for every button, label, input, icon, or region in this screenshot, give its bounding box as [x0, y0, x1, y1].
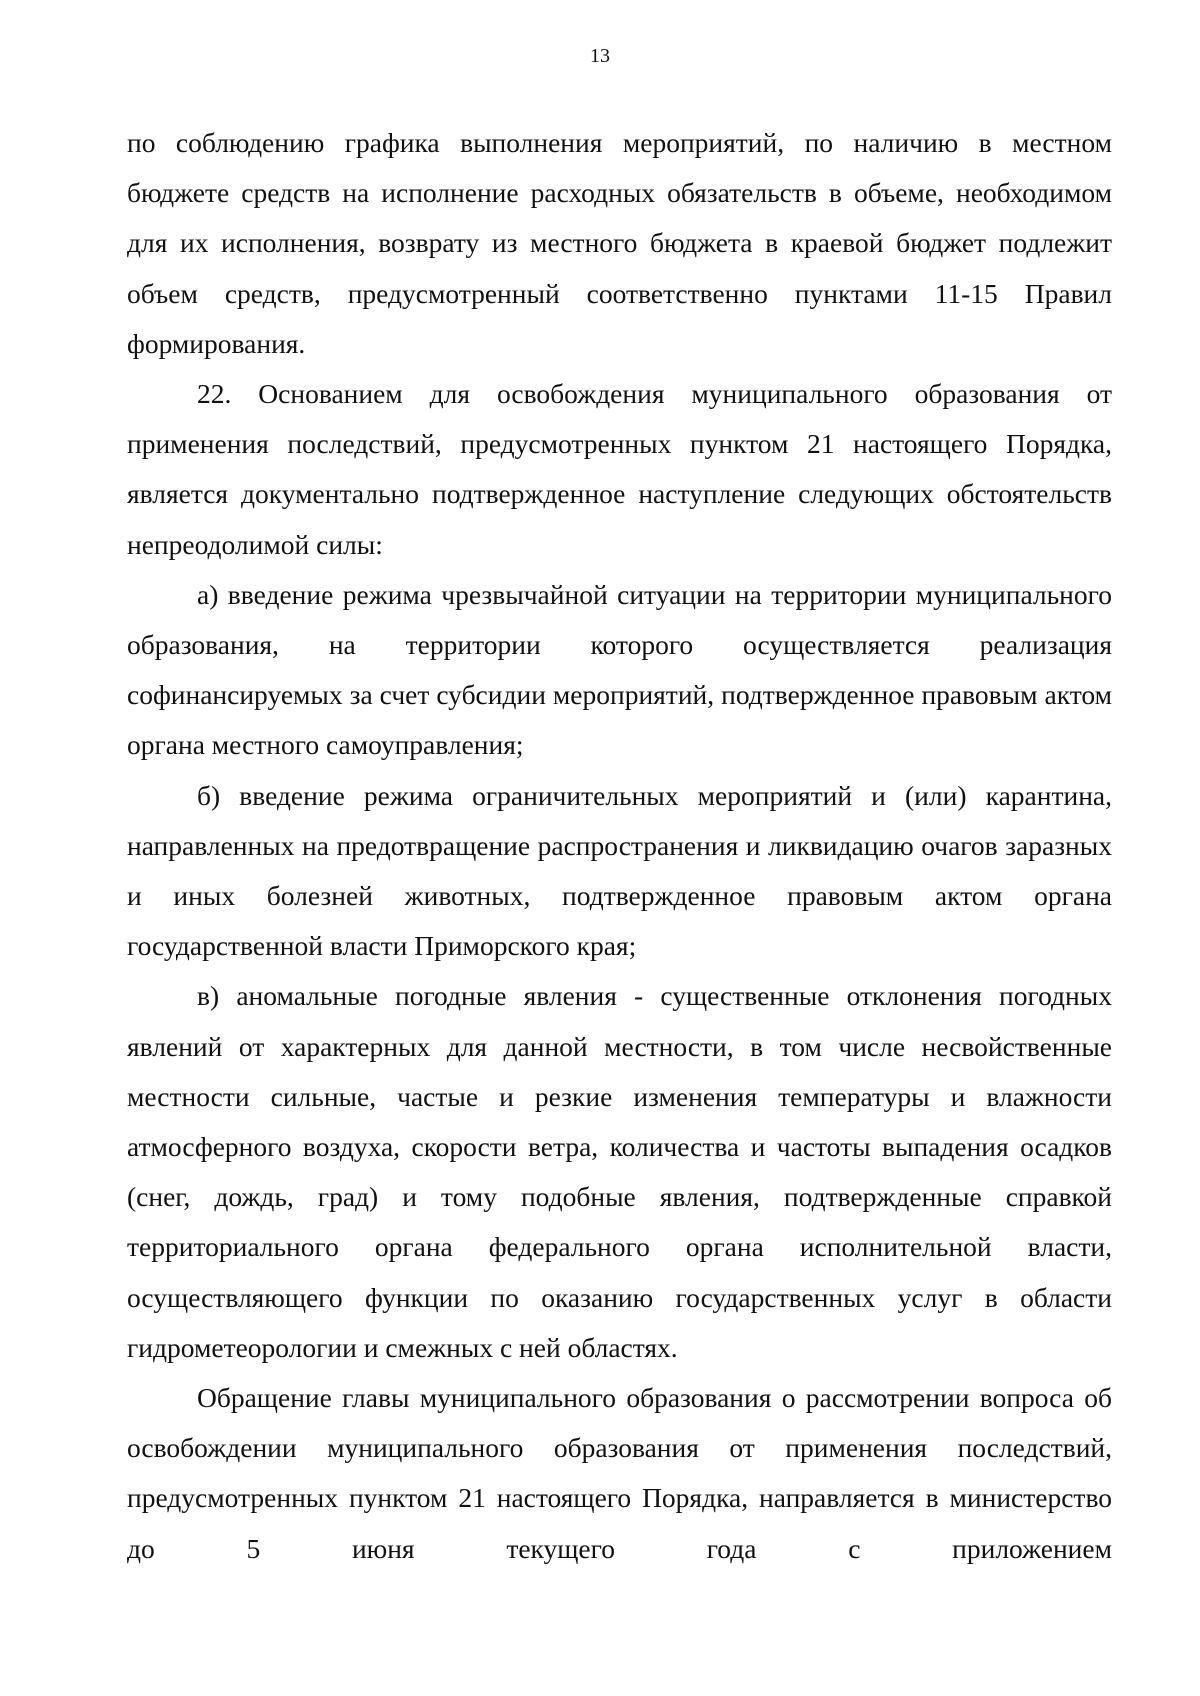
paragraph-appeal: Обращение главы муниципального образования о рассмотрении вопроса об освобождении муниципального образования от применения последствий, предусмотренных пунктом 21 настоящего Порядка, направляется в министерство до 5 июня текущего года с приложением — [127, 1382, 1112, 1564]
paragraph-item-b: б) введение режима ограничительных мероприятий и (или) карантина, направленных на предотвращение распространения и ликвидацию очагов заразных и иных болезней животных, подтвержденное правовым актом органа государственной власти Приморского края; — [127, 779, 1112, 962]
document-body — [127, 118, 1112, 1574]
paragraph-continuation: по соблюдению графика выполнения мероприятий, по наличию в местном бюджете средств на исполнение расходных обязательств в объеме, необходимом для их исполнения, возврату из местного бюджета в краевой бюджет подлежит объем средств, предусмотренный соответственно пунктами 11-15 Правил формирования. — [127, 127, 1112, 359]
paragraph-item-a: а) введение режима чрезвычайной ситуации на территории муниципального образования, на территории которого осуществляется реализация софинансируемых за счет субсидии мероприятий, подтвержденное правовым актом органа местного самоуправления; — [127, 578, 1112, 761]
paragraph-clause-22: 22. Основанием для освобождения муниципального образования от применения последствий, предусмотренных пунктом 21 настоящего Порядка, является документально подтвержденное наступление следующих обстоятельств непреодолимой силы: — [127, 378, 1112, 560]
page-number: 13 — [590, 45, 610, 67]
paragraph-item-v: в) аномальные погодные явления - существенные отклонения погодных явлений от характерных для данной местности, в том числе несвойственные местности сильные, частые и резкие изменения температуры и влажности атмосферного воздуха, скорости ветра, количества и частоты выпадения осадков (снег, дождь, град) и тому подобные явления, подтвержденные справкой территориального органа федерального органа исполнительной власти, осуществляющего функции по оказанию государственных услуг в области гидрометеорологии и смежных с ней областях. — [127, 980, 1112, 1363]
